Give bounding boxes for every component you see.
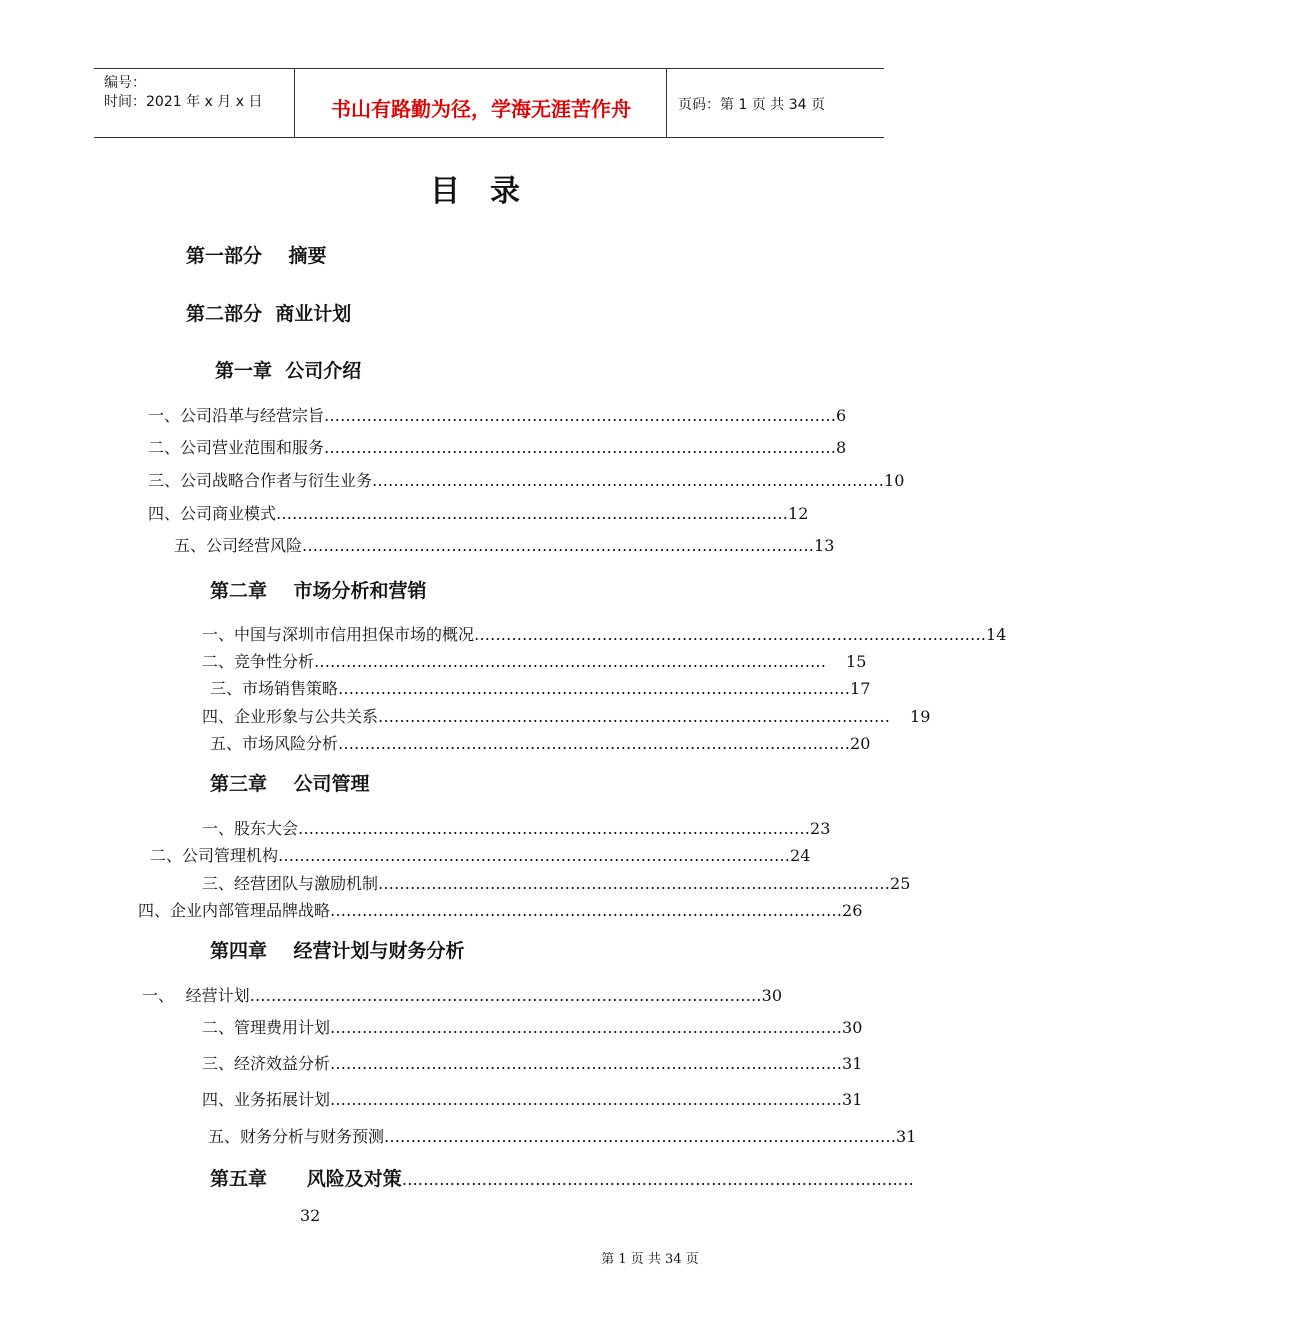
chapter-5-heading: 第五章 风险及对策 [210, 1168, 402, 1190]
toc-entry-page: 31 [842, 1054, 863, 1073]
toc-entry-title: 公司商业模式 [180, 504, 277, 523]
toc-entry[interactable] [208, 1124, 917, 1147]
toc-entry-title: 企业内部管理品牌战略 [170, 901, 331, 920]
toc-entry-page: 10 [884, 471, 905, 490]
toc-entry-page: 25 [890, 874, 911, 893]
toc-leader-dots: …………………………………………………………………………………… [384, 1127, 897, 1146]
toc-entry-page: 19 [910, 707, 931, 726]
toc-entry-title: 经济效益分析 [234, 1054, 331, 1073]
toc-entry[interactable] [202, 1087, 863, 1110]
toc-entry[interactable] [148, 501, 809, 524]
toc-entry-number: 三、 [202, 874, 235, 893]
toc-entry[interactable] [210, 731, 871, 754]
toc-entry-number: 四、 [202, 1090, 235, 1109]
header-page-cell [668, 69, 884, 137]
toc-entry-number: 二、 [202, 652, 235, 671]
toc-leader-dots: …………………………………………………………………………………… [338, 679, 851, 698]
chapter-1-heading: 第一章 公司介绍 [215, 360, 362, 382]
toc-leader-dots: …………………………………………………………………………………… [378, 707, 891, 726]
toc-entry[interactable] [202, 816, 831, 839]
toc-leader-dots: …………………………………………………………………………………… [324, 406, 837, 425]
toc-leader-dots: …………………………………………………………………………………… [249, 986, 762, 1005]
toc-leader-dots: …………………………………………………………………………………… [330, 1018, 843, 1037]
toc-entry-title: 竞争性分析 [234, 652, 315, 671]
toc-entry-number: 一、 [148, 406, 181, 425]
toc-leader-dots: …………………………………………………………………………………… [276, 504, 789, 523]
toc-entry[interactable] [150, 843, 811, 866]
chapter-3-heading: 第三章 公司管理 [210, 773, 370, 795]
toc-entry-title: 公司战略合作者与衍生业务 [180, 471, 373, 490]
toc-entry-title: 业务拓展计划 [234, 1090, 331, 1109]
toc-entry[interactable] [202, 704, 931, 727]
toc-entry[interactable] [148, 435, 847, 458]
toc-leader-dots: …………………………………………………………………………………… [330, 901, 843, 920]
toc-leader-dots: …………………………………………………………………………………… [302, 536, 815, 555]
toc-entry-number: 三、 [210, 679, 243, 698]
toc-entry-number: 五、 [174, 536, 207, 555]
toc-entry-page: 31 [842, 1090, 863, 1109]
toc-leader-dots: …………………………………………………………………………………… [278, 846, 791, 865]
toc-leader-dots: …………………………………………………………………………………… [298, 819, 811, 838]
part-1-heading: 第一部分 摘要 [186, 245, 327, 267]
toc-entry[interactable] [174, 533, 835, 556]
toc-entry-number: 五、 [208, 1127, 241, 1146]
toc-entry[interactable] [202, 622, 1007, 645]
toc-entry-title: 中国与深圳市信用担保市场的概况 [234, 625, 475, 644]
toc-entry-number: 二、 [150, 846, 183, 865]
toc-entry-title: 企业形象与公共关系 [234, 707, 379, 726]
toc-entry-number: 一、 [202, 625, 235, 644]
toc-entry-number: 二、 [202, 1018, 235, 1037]
toc-entry-page: 8 [836, 438, 847, 457]
toc-entry-title: 市场销售策略 [242, 679, 339, 698]
toc-leader-dots: …………………………………………………………………………………… [372, 471, 885, 490]
toc-leader-dots: …………………………………………………………………………………… [338, 734, 851, 753]
page-footer: 第 1 页 共 34 页 [601, 1252, 699, 1267]
toc-entry[interactable] [202, 1015, 863, 1038]
toc-entry-page: 17 [850, 679, 871, 698]
header-left-cell [94, 69, 295, 137]
toc-leader-dots: …………………………………………………………………………………… [330, 1090, 843, 1109]
toc-entry-title: 市场风险分析 [242, 734, 339, 753]
toc-entry-title: 财务分析与财务预测 [240, 1127, 385, 1146]
toc-entry-page: 6 [836, 406, 847, 425]
toc-entry-title: 经营团队与激励机制 [234, 874, 379, 893]
toc-entry-page: 30 [761, 986, 782, 1005]
toc-entry-page: 30 [842, 1018, 863, 1037]
chapter-5-page: 32 [300, 1206, 321, 1225]
part-2-heading: 第二部分 商业计划 [186, 303, 352, 325]
toc-entry-number: 四、 [138, 901, 171, 920]
toc-entry[interactable] [202, 649, 867, 672]
toc-entry-page: 13 [814, 536, 835, 555]
toc-leader-dots: …………………………………………………………………………………… [401, 1170, 914, 1189]
toc-entry-page: 20 [850, 734, 871, 753]
toc-entry[interactable] [138, 898, 863, 921]
toc-entry-page: 24 [790, 846, 811, 865]
toc-entry-page: 12 [788, 504, 809, 523]
toc-entry-page: 31 [896, 1127, 917, 1146]
toc-leader-dots: …………………………………………………………………………………… [474, 625, 987, 644]
toc-leader-dots: …………………………………………………………………………………… [314, 652, 827, 671]
toc-entry-title: 公司营业范围和服务 [180, 438, 325, 457]
header-page-label: 页码：第 1 页 共 34 页 [678, 97, 825, 113]
doc-time-label: 时间：2021 年 x 月 x 日 [104, 94, 263, 110]
toc-entry-number: 五、 [210, 734, 243, 753]
toc-entry-number: 三、 [148, 471, 181, 490]
toc-entry[interactable] [210, 676, 871, 699]
toc-entry-number: 三、 [202, 1054, 235, 1073]
toc-entry-page: 26 [842, 901, 863, 920]
toc-entry-title: 公司经营风险 [206, 536, 303, 555]
toc-entry-number: 四、 [148, 504, 181, 523]
motto-text: 书山有路勤为径，学海无涯苦作舟 [331, 97, 631, 121]
toc-entry[interactable] [202, 1051, 863, 1074]
page-header [94, 68, 884, 138]
toc-entry-page: 14 [986, 625, 1007, 644]
toc-entry[interactable] [148, 403, 847, 426]
toc-entry[interactable] [142, 983, 782, 1006]
toc-entry-number: 四、 [202, 707, 235, 726]
toc-leader-dots: …………………………………………………………………………………… [330, 1054, 843, 1073]
doc-number-label: 编号： [104, 75, 146, 91]
toc-entry-title: 经营计划 [185, 986, 250, 1005]
toc-entry-title: 公司沿革与经营宗旨 [180, 406, 325, 425]
toc-leader-dots: …………………………………………………………………………………… [378, 874, 891, 893]
toc-entry[interactable] [202, 871, 911, 894]
chapter-4-heading: 第四章 经营计划与财务分析 [210, 940, 465, 962]
toc-entry[interactable] [148, 468, 905, 491]
header-motto-cell [296, 69, 667, 137]
toc-entry-title: 公司管理机构 [182, 846, 279, 865]
toc-entry-number: 二、 [148, 438, 181, 457]
toc-leader-dots: …………………………………………………………………………………… [324, 438, 837, 457]
chapter-2-heading: 第二章 市场分析和营销 [210, 580, 427, 602]
toc-entry-number: 一、 [202, 819, 235, 838]
toc-entry[interactable] [210, 1164, 914, 1191]
toc-entry-title: 股东大会 [234, 819, 299, 838]
page-title: 目录 [430, 174, 550, 209]
toc-entry-page: 23 [810, 819, 831, 838]
toc-entry-title: 管理费用计划 [234, 1018, 331, 1037]
toc-entry-number: 一、 [142, 986, 175, 1005]
toc-entry-page: 15 [846, 652, 867, 671]
